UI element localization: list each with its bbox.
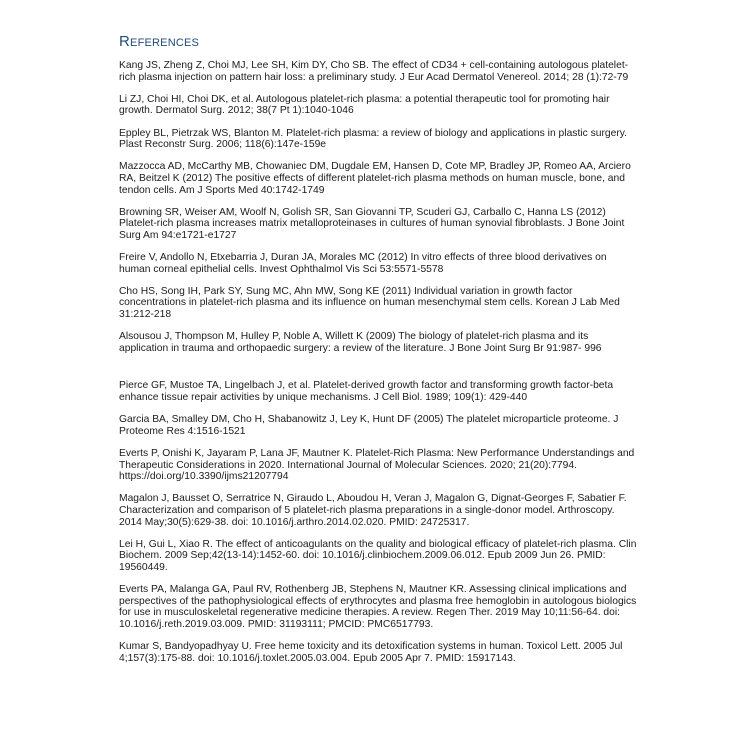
reference-item: Mazzocca AD, McCarthy MB, Chowaniec DM, Dugdale EM, Hansen D, Cote MP, Bradley JP, Romeo AA, Arciero RA, Beitzel K (2012) The positive effects of different platelet-rich plasma methods on human muscle, bone, and tendon cells. Am J Sports Med 40:1742-1749: [119, 161, 631, 196]
reference-item: Kumar S, Bandyopadhyay U. Free heme toxicity and its detoxification systems in human. Toxicol Lett. 2005 Jul 4;157(3):175-88. doi: 10.1016/j.toxlet.2005.03.004. Epub 2005 Apr 7. PMID: 15917143.: [119, 641, 623, 664]
reference-item: Everts PA, Malanga GA, Paul RV, Rothenberg JB, Stephens N, Mautner KR. Assessing clinical implications and perspectives of the pathophysiological effects of erythrocytes and plasma free hemoglobin in autologous biologics for use in musculoskeletal regenerative medicine therapies. A review. Regen Ther. 2019 May 10;11:56-64. doi: 10.1016/j.reth.2019.03.009. PMID: 31193111; PMCID: PMC6517793.: [119, 584, 637, 630]
reference-item: Kang JS, Zheng Z, Choi MJ, Lee SH, Kim DY, Cho SB. The effect of CD34 + cell-containing autologous platelet-rich plasma injection on pattern hair loss: a preliminary study. J Eur Acad Dermatol Venereol. 2014; 28 (1):72-79: [119, 60, 629, 83]
reference-item: Freire V, Andollo N, Etxebarria J, Duran JA, Morales MC (2012) In vitro effects of three blood derivatives on human corneal epithelial cells. Invest Ophthalmol Vis Sci 53:5571-5578: [119, 252, 607, 275]
references-heading: References: [119, 33, 200, 50]
reference-item: Eppley BL, Pietrzak WS, Blanton M. Platelet-rich plasma: a review of biology and applications in plastic surgery. Plast Reconstr Surg. 2006; 118(6):147e-159e: [119, 127, 628, 151]
reference-item: Magalon J, Bausset O, Serratrice N, Giraudo L, Aboudou H, Veran J, Magalon G, Dignat-Georges F, Sabatier F. Characterization and comparison of 5 platelet-rich plasma preparations in a single-donor model. Arthroscopy. 2014 May;30(5):629-38. doi: 10.1016/j.arthro.2014.02.020. PMID: 24725317.: [119, 493, 627, 528]
reference-list: [119, 60, 639, 675]
reference-item: Lei H, Gui L, Xiao R. The effect of anticoagulants on the quality and biological efficacy of platelet-rich plasma. Clin Biochem. 2009 Sep;42(13-14):1452-60. doi: 10.1016/j.clinbiochem.2009.06.012. Epub 2009 Jun 26. PMID: 19560449.: [119, 538, 637, 573]
reference-item: Alsousou J, Thompson M, Hulley P, Noble A, Willett K (2009) The biology of platelet-rich plasma and its application in trauma and orthopaedic surgery: a review of the literature. J Bone Joint Surg Br 91:987- 996: [119, 331, 602, 354]
reference-item: Everts P, Onishi K, Jayaram P, Lana JF, Mautner K. Platelet-Rich Plasma: New Performance Understandings and Therapeutic Considerations in 2020. International Journal of Molecular Sciences. 2020; 21(20):7794. https://doi.org/10.3390/ijms21207794: [119, 448, 635, 483]
reference-item: Garcia BA, Smalley DM, Cho H, Shabanowitz J, Ley K, Hunt DF (2005) The platelet microparticle proteome. J Proteome Res 4:1516-1521: [119, 414, 619, 437]
reference-item: Cho HS, Song IH, Park SY, Sung MC, Ahn MW, Song KE (2011) Individual variation in growth factor concentrations in platelet-rich plasma and its influence on human mesenchymal stem cells. Korean J Lab Med 31:212-218: [119, 285, 620, 321]
reference-item: Li ZJ, Choi HI, Choi DK, et al. Autologous platelet-rich plasma: a potential therapeutic tool for promoting hair growth. Dermatol Surg. 2012; 38(7 Pt 1):1040-1046: [119, 93, 610, 117]
reference-item: Browning SR, Weiser AM, Woolf N, Golish SR, San Giovanni TP, Scuderi GJ, Carballo C, Hanna LS (2012) Platelet-rich plasma increases matrix metalloproteinases in cultures of human synovial fibroblasts. J Bone Joint Surg Am 94:e1721-e1727: [119, 206, 625, 241]
reference-item: Pierce GF, Mustoe TA, Lingelbach J, et al. Platelet-derived growth factor and transforming growth factor-beta enhance tissue repair activities by unique mechanisms. J Cell Biol. 1989; 109(1): 429-440: [119, 380, 614, 404]
